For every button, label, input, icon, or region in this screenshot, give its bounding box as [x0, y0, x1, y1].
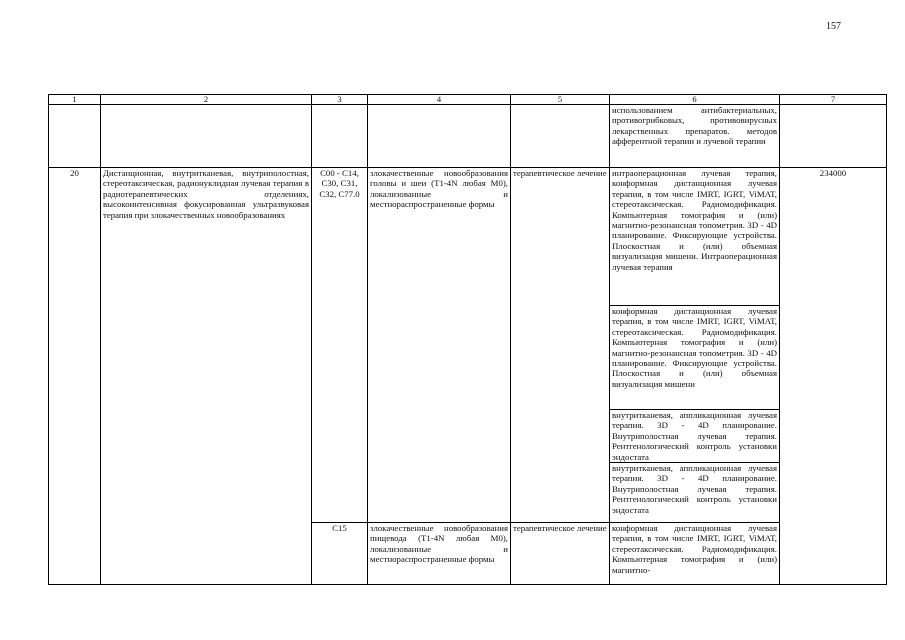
method-cell: конформная дистанционная лучевая терапия, в том числе IMRT, IGRT, ViMAT, стереотаксическая. Радиомодификация. Компьютерная томография и (или) магнитно-: [610, 523, 780, 585]
patient-model: злокачественные новообразования головы и шеи (T1-4N любая M0), локализованные и местнораспространенные формы: [368, 168, 511, 523]
method-cell: внутритканевая, аппликационная лучевая терапия. 3D - 4D планирование. Внутриполостная лучевая терапия. Рентгенологический контроль установки эндостата: [610, 463, 780, 523]
care-type-name: Дистанционная, внутритканевая, внутриполостная, стереотаксическая, радионуклидная лучевая терапия в радиотерапевтических отделениях, высокоинтенсивная фокусированная ультразвуковая терапия при злокачественных новообразованиях: [101, 168, 312, 585]
header-cell: 7: [780, 95, 887, 105]
treatment-type: терапевтическое лечение: [511, 168, 610, 523]
continued-row: [49, 105, 887, 168]
header-cell: 5: [511, 95, 610, 105]
method-cell: внутритканевая, аппликационная лучевая терапия. 3D - 4D планирование. Внутриполостная лучевая терапия. Рентгенологический контроль установки эндостата: [610, 410, 780, 463]
header-cell: 3: [312, 95, 368, 105]
patient-model: злокачественные новообразования пищевода (T1-4N любая M0), локализованные и местнораспространенные формы: [368, 523, 511, 585]
price: 234000: [780, 168, 887, 585]
treatment-type: терапевтическое лечение: [511, 523, 610, 585]
icd-codes: C00 - C14, C30, C31, C32, C77.0: [312, 168, 368, 523]
method-cell: интраоперационная лучевая терапия, конформная дистанционная лучевая терапия, в том числе IMRT, IGRT, ViMAT, стереотаксическая. Радиомодификация. Компьютерная томография и (или) магнитно-резонансная топометрия. 3D - 4D планирование. Фиксирующие устройства. Плоскостная и (или) объемная визуализация мишени. Интраоперационная лучевая терапия: [610, 168, 780, 306]
header-cell: 1: [49, 95, 101, 105]
header-row: [49, 95, 887, 105]
header-cell: 4: [368, 95, 511, 105]
row-number: 20: [49, 168, 101, 585]
table-row: [49, 168, 887, 306]
header-cell: 6: [610, 95, 780, 105]
medical-care-table: [48, 94, 887, 585]
page-number: 157: [826, 21, 841, 32]
header-cell: 2: [101, 95, 312, 105]
icd-codes: C15: [312, 523, 368, 585]
method-cell: конформная дистанционная лучевая терапия, в том числе IMRT, IGRT, ViMAT, стереотаксическая. Радиомодификация. Компьютерная томография и (или) магнитно-резонансная топометрия. 3D - 4D планирование. Фиксирующие устройства. Плоскостная и (или) объемная визуализация мишени: [610, 306, 780, 410]
method-cell: использованием антибактериальных, противогрибковых, противовирусных лекарственных препаратов. методов афферентной терапии и лучевой терапии: [610, 105, 780, 168]
